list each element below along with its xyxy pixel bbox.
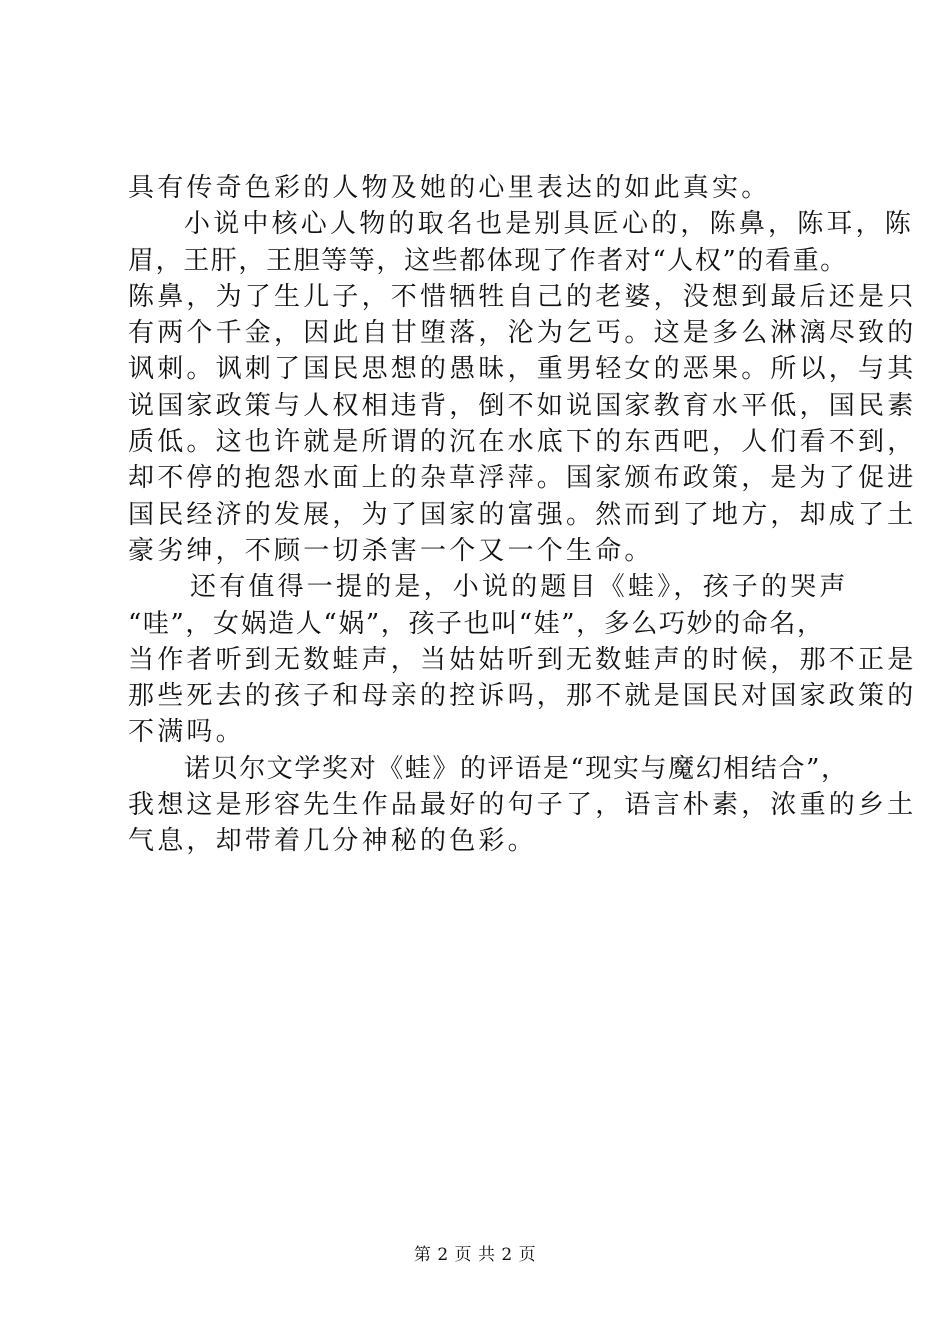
text-line: 那些死去的孩子和母亲的控诉吗，那不就是国民对国家政策的 <box>128 681 917 712</box>
text-line: 还有值得一提的是，小说的题目《蛙》，孩子的哭声 <box>190 572 849 603</box>
text-line: 具有传奇色彩的人物及她的心里表达的如此真实。 <box>128 173 771 203</box>
text-line: 我想这是形容先生作品最好的句子了，语言朴素，浓重的乡土 <box>128 790 917 821</box>
text-line: “哇”，女娲造人“娲”，孩子也叫“娃”，多么巧妙的命名， <box>128 608 825 639</box>
text-line: 当作者听到无数蛙声，当姑姑听到无数蛙声的时候，那不正是 <box>128 644 917 675</box>
text-line: 不满吗。 <box>128 717 245 748</box>
text-line: 有两个千金，因此自甘堕落，沦为乞丐。这是多么淋漓尽致的 <box>128 318 917 349</box>
text-line: 陈鼻，为了生儿子，不惜牺牲自己的老婆，没想到最后还是只 <box>128 281 917 312</box>
body-text <box>128 170 917 860</box>
text-line: 说国家政策与人权相违背，倒不如说国家教育水平低，国民素 <box>128 390 917 421</box>
page-number-footer: 第 2 页 共 2 页 <box>413 1245 537 1265</box>
text-line: 质低。这也许就是所谓的沉在水底下的东西吧，人们看不到， <box>128 427 917 458</box>
text-line: 眉，王肝，王胆等等，这些都体现了作者对“人权”的看重。 <box>128 245 848 276</box>
text-line: 小说中核心人物的取名也是别具匠心的，陈鼻，陈耳，陈 <box>184 209 915 240</box>
text-line: 诺贝尔文学奖对《蛙》的评语是“现实与魔幻相结合”， <box>184 753 849 784</box>
text-line: 讽刺。讽刺了国民思想的愚昧，重男轻女的恶果。所以，与其 <box>128 354 917 385</box>
text-line: 却不停的抱怨水面上的杂草浮萍。国家颁布政策，是为了促进 <box>128 463 917 494</box>
text-line: 豪劣绅，不顾一切杀害一个又一个生命。 <box>128 535 654 566</box>
text-line: 国民经济的发展，为了国家的富强。然而到了地方，却成了土 <box>128 499 917 530</box>
text-line: 气息，却带着几分神秘的色彩。 <box>128 826 537 857</box>
